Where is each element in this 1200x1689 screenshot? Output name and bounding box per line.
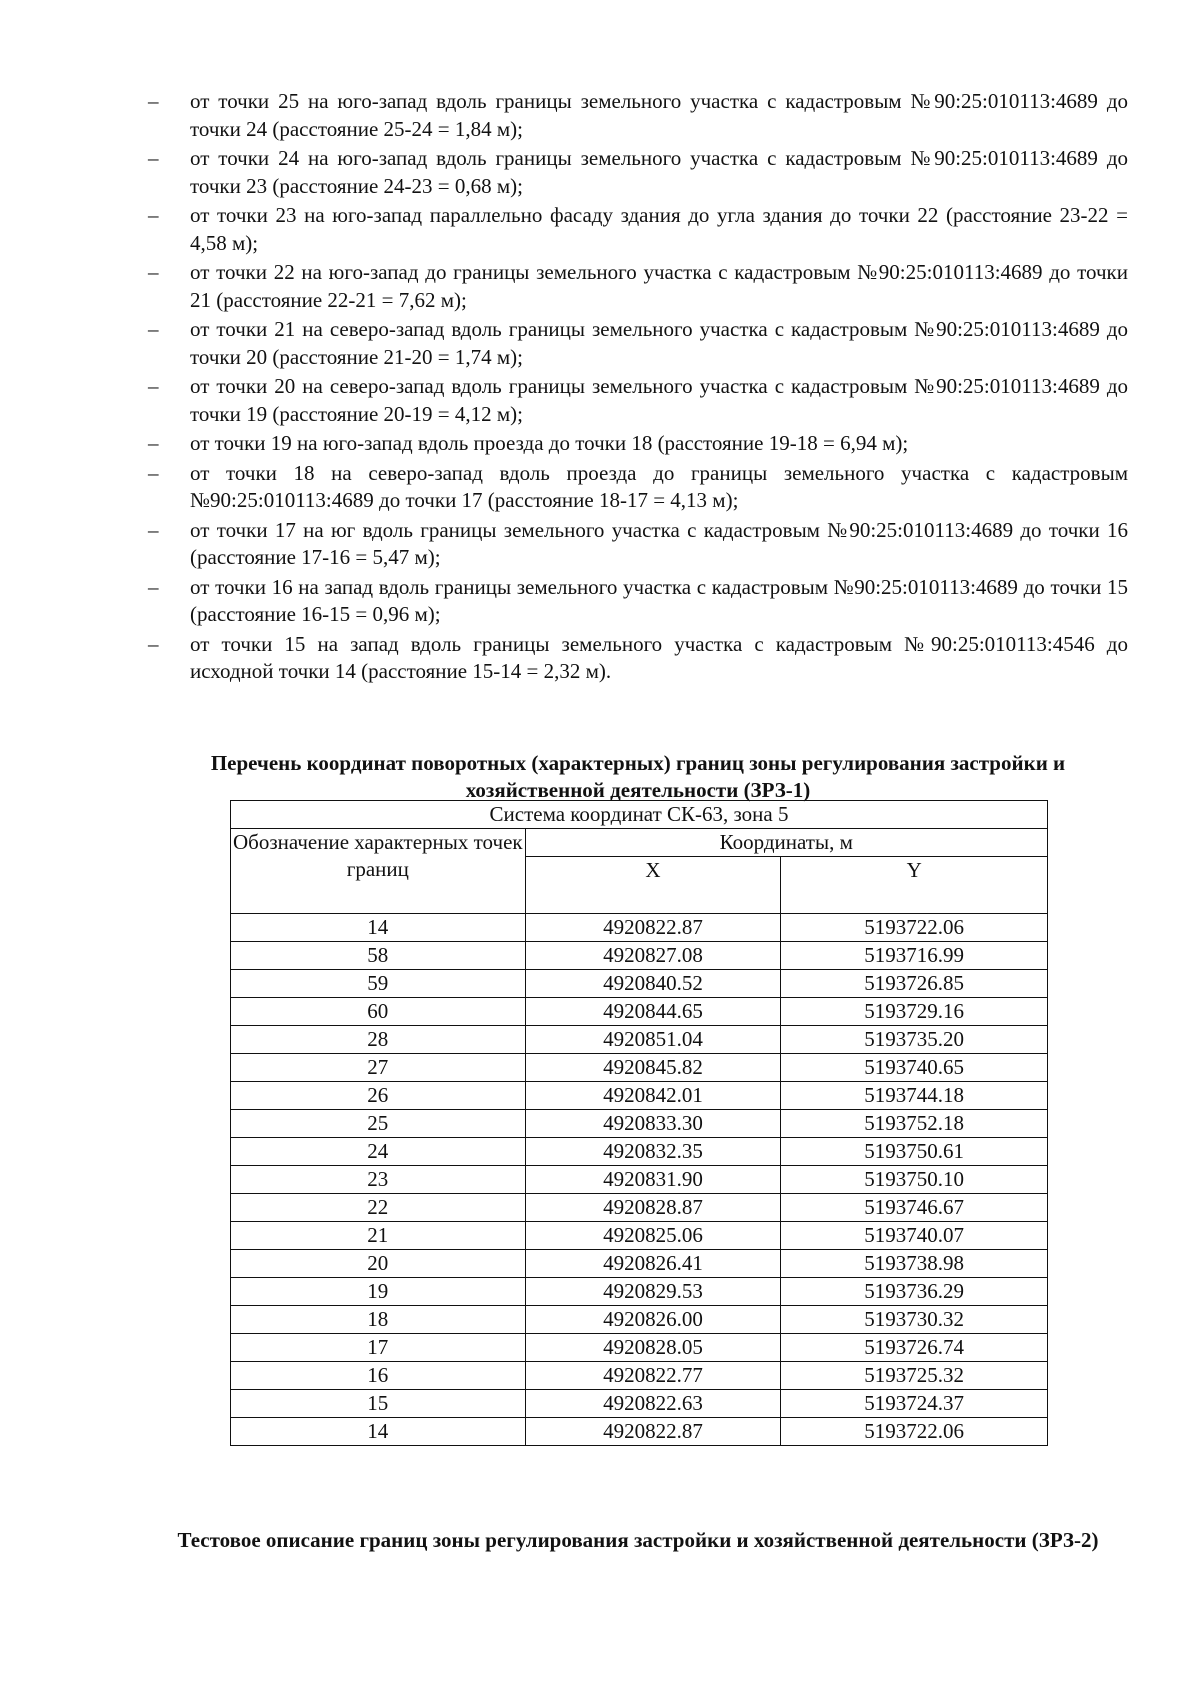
x-cell: 4920825.06 bbox=[525, 1222, 781, 1250]
list-item-text: от точки 21 на северо-запад вдоль границы земельного участка с кадастровым №90:25:010113:4689 до точки 20 (расстояние 21-20 = 1,74 м); bbox=[190, 317, 1128, 369]
y-cell: 5193738.98 bbox=[781, 1250, 1048, 1278]
y-cell: 5193752.18 bbox=[781, 1110, 1048, 1138]
list-item-text: от точки 23 на юго-запад параллельно фасаду здания до угла здания до точки 22 (расстояние 23-22 = 4,58 м); bbox=[190, 203, 1128, 255]
dash-marker: – bbox=[148, 317, 159, 341]
table-row bbox=[231, 1166, 1048, 1194]
x-cell: 4920832.35 bbox=[525, 1138, 781, 1166]
point-cell: 19 bbox=[231, 1278, 526, 1306]
list-item bbox=[148, 202, 1128, 257]
point-cell: 28 bbox=[231, 1026, 526, 1054]
dash-marker: – bbox=[148, 203, 159, 227]
list-item bbox=[148, 574, 1128, 629]
list-item-text: от точки 17 на юг вдоль границы земельного участка с кадастровым №90:25:010113:4689 до точки 16 (расстояние 17-16 = 5,47 м); bbox=[190, 517, 1128, 569]
list-item-text: от точки 19 на юго-запад вдоль проезда до точки 18 (расстояние 19-18 = 6,94 м); bbox=[190, 431, 909, 455]
coordinates-header: Координаты, м bbox=[525, 829, 1047, 857]
x-cell: 4920844.65 bbox=[525, 998, 781, 1026]
y-cell: 5193750.61 bbox=[781, 1138, 1048, 1166]
boundary-description-list bbox=[148, 88, 1128, 688]
y-cell: 5193736.29 bbox=[781, 1278, 1048, 1306]
table-row bbox=[231, 1082, 1048, 1110]
dash-marker: – bbox=[148, 431, 159, 455]
dash-marker: – bbox=[148, 460, 159, 485]
table-row bbox=[231, 1194, 1048, 1222]
list-item bbox=[148, 259, 1128, 314]
y-cell: 5193740.65 bbox=[781, 1054, 1048, 1082]
list-item bbox=[148, 460, 1128, 515]
table-row bbox=[231, 1362, 1048, 1390]
table-row bbox=[231, 914, 1048, 942]
y-cell: 5193746.67 bbox=[781, 1194, 1048, 1222]
x-cell: 4920840.52 bbox=[525, 970, 781, 998]
list-item bbox=[148, 316, 1128, 371]
point-cell: 17 bbox=[231, 1334, 526, 1362]
coordinates-section-heading: Перечень координат поворотных (характерных) границ зоны регулирования застройки и хозяйственной деятельности (ЗРЗ-1) bbox=[210, 751, 1066, 802]
x-cell: 4920833.30 bbox=[525, 1110, 781, 1138]
table-row bbox=[231, 1306, 1048, 1334]
table-row bbox=[231, 1222, 1048, 1250]
point-cell: 22 bbox=[231, 1194, 526, 1222]
x-cell: 4920829.53 bbox=[525, 1278, 781, 1306]
point-cell: 20 bbox=[231, 1250, 526, 1278]
list-item bbox=[148, 430, 1128, 458]
x-cell: 4920826.00 bbox=[525, 1306, 781, 1334]
table-row bbox=[231, 998, 1048, 1026]
y-cell: 5193724.37 bbox=[781, 1390, 1048, 1418]
x-cell: 4920822.87 bbox=[525, 1418, 781, 1446]
table-row bbox=[231, 1138, 1048, 1166]
y-cell: 5193725.32 bbox=[781, 1362, 1048, 1390]
point-cell: 18 bbox=[231, 1306, 526, 1334]
point-cell: 26 bbox=[231, 1082, 526, 1110]
table-row bbox=[231, 1026, 1048, 1054]
list-item-text: от точки 22 на юго-запад до границы земельного участка с кадастровым №90:25:010113:4689 до точки 21 (расстояние 22-21 = 7,62 м); bbox=[190, 260, 1128, 312]
zrz2-section-heading: Тестовое описание границ зоны регулирования застройки и хозяйственной деятельности (ЗРЗ-2) bbox=[177, 1528, 1099, 1552]
list-item-text: от точки 25 на юго-запад вдоль границы земельного участка с кадастровым №90:25:010113:4689 до точки 24 (расстояние 25-24 = 1,84 м); bbox=[190, 89, 1128, 141]
list-item-text: от точки 18 на северо-запад вдоль проезда до границы земельного участка с кадастровым №90:25:010113:4689 до точки 17 (расстояние 18-17 = 4,13 м); bbox=[190, 460, 1128, 512]
list-item-text: от точки 20 на северо-запад вдоль границы земельного участка с кадастровым №90:25:010113:4689 до точки 19 (расстояние 20-19 = 4,12 м); bbox=[190, 374, 1128, 426]
y-cell: 5193744.18 bbox=[781, 1082, 1048, 1110]
y-cell: 5193716.99 bbox=[781, 942, 1048, 970]
list-item bbox=[148, 631, 1128, 686]
point-cell: 24 bbox=[231, 1138, 526, 1166]
list-item bbox=[148, 373, 1128, 428]
table-row bbox=[231, 970, 1048, 998]
x-cell: 4920828.05 bbox=[525, 1334, 781, 1362]
coordinate-system-cell: Система координат СК-63, зона 5 bbox=[231, 801, 1048, 829]
table-header-row bbox=[231, 801, 1048, 829]
x-cell: 4920822.87 bbox=[525, 914, 781, 942]
point-cell: 14 bbox=[231, 914, 526, 942]
table-row bbox=[231, 1390, 1048, 1418]
y-cell: 5193722.06 bbox=[781, 1418, 1048, 1446]
y-cell: 5193722.06 bbox=[781, 914, 1048, 942]
x-cell: 4920822.77 bbox=[525, 1362, 781, 1390]
list-item bbox=[148, 145, 1128, 200]
table-row bbox=[231, 1278, 1048, 1306]
point-cell: 14 bbox=[231, 1418, 526, 1446]
dash-marker: – bbox=[148, 89, 159, 113]
point-cell: 21 bbox=[231, 1222, 526, 1250]
list-item-text: от точки 24 на юго-запад вдоль границы земельного участка с кадастровым №90:25:010113:4689 до точки 23 (расстояние 24-23 = 0,68 м); bbox=[190, 146, 1128, 198]
point-cell: 16 bbox=[231, 1362, 526, 1390]
table-row bbox=[231, 942, 1048, 970]
table-row bbox=[231, 1110, 1048, 1138]
table-header-row bbox=[231, 829, 1048, 857]
point-cell: 59 bbox=[231, 970, 526, 998]
x-cell: 4920828.87 bbox=[525, 1194, 781, 1222]
dash-marker: – bbox=[148, 374, 159, 398]
point-cell: 27 bbox=[231, 1054, 526, 1082]
table-row bbox=[231, 1334, 1048, 1362]
y-cell: 5193730.32 bbox=[781, 1306, 1048, 1334]
y-column-header: Y bbox=[781, 857, 1048, 914]
y-cell: 5193726.74 bbox=[781, 1334, 1048, 1362]
table-row bbox=[231, 1418, 1048, 1446]
list-item-text: от точки 16 на запад вдоль границы земельного участка с кадастровым №90:25:010113:4689 до точки 15 (расстояние 16-15 = 0,96 м); bbox=[190, 574, 1128, 626]
dash-marker: – bbox=[148, 631, 159, 656]
x-cell: 4920845.82 bbox=[525, 1054, 781, 1082]
coordinates-table bbox=[230, 800, 1048, 1446]
point-cell: 60 bbox=[231, 998, 526, 1026]
table-row bbox=[231, 1054, 1048, 1082]
x-cell: 4920827.08 bbox=[525, 942, 781, 970]
point-cell: 15 bbox=[231, 1390, 526, 1418]
y-cell: 5193750.10 bbox=[781, 1166, 1048, 1194]
point-label-header: Обозначение характерных точек границ bbox=[231, 829, 526, 914]
x-cell: 4920831.90 bbox=[525, 1166, 781, 1194]
table-row bbox=[231, 1250, 1048, 1278]
x-cell: 4920842.01 bbox=[525, 1082, 781, 1110]
x-cell: 4920826.41 bbox=[525, 1250, 781, 1278]
y-cell: 5193740.07 bbox=[781, 1222, 1048, 1250]
point-cell: 23 bbox=[231, 1166, 526, 1194]
list-item bbox=[148, 517, 1128, 572]
dash-marker: – bbox=[148, 146, 159, 170]
y-cell: 5193735.20 bbox=[781, 1026, 1048, 1054]
point-cell: 25 bbox=[231, 1110, 526, 1138]
list-item bbox=[148, 88, 1128, 143]
list-item-text: от точки 15 на запад вдоль границы земельного участка с кадастровым №90:25:010113:4546 до исходной точки 14 (расстояние 15-14 = 2,32 м). bbox=[190, 631, 1128, 683]
point-cell: 58 bbox=[231, 942, 526, 970]
dash-marker: – bbox=[148, 574, 159, 599]
dash-marker: – bbox=[148, 260, 159, 284]
y-cell: 5193726.85 bbox=[781, 970, 1048, 998]
x-cell: 4920822.63 bbox=[525, 1390, 781, 1418]
y-cell: 5193729.16 bbox=[781, 998, 1048, 1026]
x-cell: 4920851.04 bbox=[525, 1026, 781, 1054]
dash-marker: – bbox=[148, 517, 159, 542]
x-column-header: X bbox=[525, 857, 781, 914]
